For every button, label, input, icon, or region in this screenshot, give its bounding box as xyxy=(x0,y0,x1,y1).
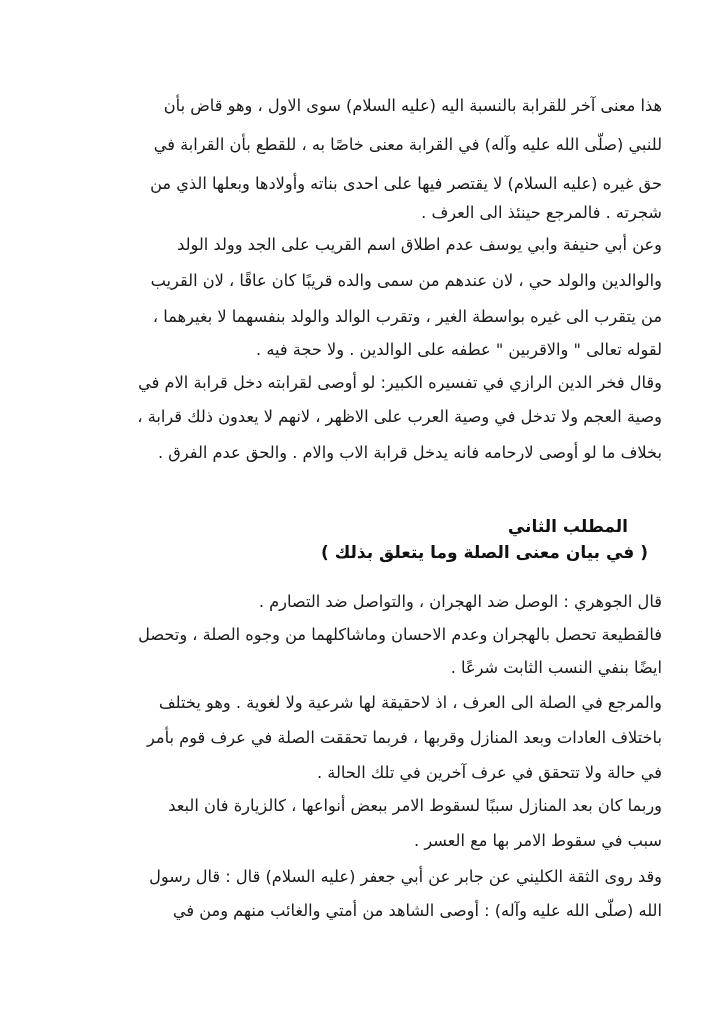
text-line: لقوله تعالى " والاقربين " عطفه على الوالدين . ولا حجة فيه . xyxy=(256,340,662,359)
text-line: هذا معنى آخر للقرابة بالنسبة اليه (عليه السلام) سوى الاول ، وهو قاض بأن xyxy=(163,96,662,115)
text-line: الله (صلّى الله عليه وآله) : أوصى الشاهد من أمتي والغائب منهم ومن في xyxy=(172,901,662,920)
section-subtitle: ( في بيان معنى الصلة وما يتعلق بذلك ) xyxy=(321,543,648,563)
text-line: وربما كان بعد المنازل سببًا لسقوط الامر ببعض أنواعها ، كالزيارة فان البعد xyxy=(168,796,662,815)
text-line: في حالة ولا تتحقق في عرف آخرين في تلك الحالة . xyxy=(317,763,662,782)
text-line: وعن أبي حنيفة وابي يوسف عدم اطلاق اسم القريب على الجد وولد الولد xyxy=(177,235,662,254)
text-line: من يتقرب الى غيره بواسطة الغير ، وتقرب الوالد والولد بنفسهما لا بغيرهما ، xyxy=(152,307,662,326)
text-line: حق غيره (عليه السلام) لا يقتصر فيها على احدى بناته وأولادها وبعلها الذي من xyxy=(150,174,662,193)
text-line: والمرجع في الصلة الى العرف ، اذ لاحقيقة لها شرعية ولا لغوية . وهو يختلف xyxy=(158,693,662,712)
text-line: قال الجوهري : الوصل ضد الهجران ، والتواصل ضد التصارم . xyxy=(258,592,662,611)
text-line: باختلاف العادات وبعد المنازل وقربها ، فربما تحققت الصلة في عرف قوم بأمر xyxy=(146,728,662,747)
section-title: المطلب الثاني xyxy=(507,517,628,537)
text-line: بخلاف ما لو أوصى لارحامه فانه يدخل قرابة الاب والام . والحق عدم الفرق . xyxy=(157,443,662,462)
text-line: والوالدين والولد حي ، لان عندهم من سمى والده قريبًا كان عاقًا ، لان القريب xyxy=(150,271,662,290)
text-line: فالقطيعة تحصل بالهجران وعدم الاحسان وماشاكلهما من وجوه الصلة ، وتحصل xyxy=(138,625,662,644)
text-line: وصية العجم ولا تدخل في وصية العرب على الاظهر ، لانهم لا يعدون ذلك قرابة ، xyxy=(137,407,662,426)
text-line: شجرته . فالمرجع حينئذ الى العرف . xyxy=(421,203,662,222)
text-line: سبب في سقوط الامر بها مع العسر . xyxy=(414,831,662,850)
text-line: وقد روى الثقة الكليني عن جابر عن أبي جعفر (عليه السلام) قال : قال رسول xyxy=(149,867,662,886)
text-line: ايضًا بنفي النسب الثابت شرعًا . xyxy=(450,658,662,677)
text-line: وقال فخر الدين الرازي في تفسيره الكبير: لو أوصى لقرابته دخل قرابة الام في xyxy=(138,373,662,392)
text-line: للنبي (صلّى الله عليه وآله) في القرابة معنى خاصًا به ، للقطع بأن القرابة في xyxy=(153,135,662,154)
